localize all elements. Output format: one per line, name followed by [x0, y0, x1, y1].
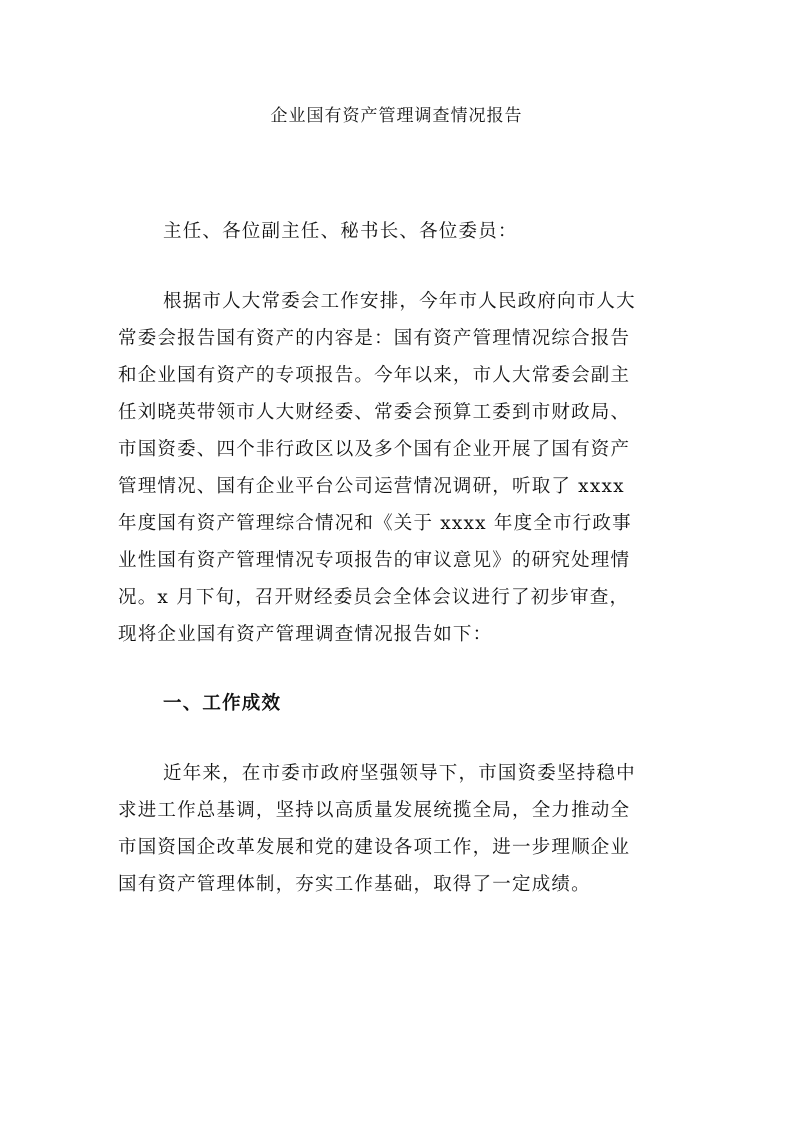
paragraph-2-line-3: 市国资国企改革发展和党的建设各项工作，进一步理顺企业: [118, 837, 631, 858]
paragraph-1-line-4: 任刘晓英带领市人大财经委、常委会预算工委到市财政局、: [118, 402, 631, 423]
paragraph-1-line-8: 业性国有资产管理情况专项报告的审议意见》的研究处理情: [118, 550, 631, 571]
paragraph-1-line-5: 市国资委、四个非行政区以及多个国有企业开展了国有资产: [118, 439, 631, 460]
salutation: 主任、各位副主任、秘书长、各位委员：: [163, 221, 518, 242]
paragraph-1-line-1: 根据市人大常委会工作安排，今年市人民政府向市人大: [163, 291, 636, 312]
section-1-heading: 一、工作成效: [163, 693, 282, 714]
paragraph-2-line-2: 求进工作总基调，坚持以高质量发展统揽全局，全力推动全: [118, 800, 631, 821]
paragraph-2-line-4: 国有资产管理体制，夯实工作基础，取得了一定成绩。: [118, 874, 591, 895]
document-title: 企业国有资产管理调查情况报告: [270, 106, 523, 126]
paragraph-1-line-7: 年度国有资产管理综合情况和《关于 xxxx 年度全市行政事: [118, 513, 632, 534]
paragraph-1-line-2: 常委会报告国有资产的内容是：国有资产管理情况综合报告: [118, 328, 631, 349]
paragraph-2-line-1: 近年来，在市委市政府坚强领导下，市国资委坚持稳中: [163, 763, 636, 784]
paragraph-1-line-6: 管理情况、国有企业平台公司运营情况调研，听取了 xxxx: [118, 476, 625, 497]
paragraph-1-line-9: 况。x 月下旬，召开财经委员会全体会议进行了初步审查，: [118, 587, 630, 608]
paragraph-1-line-3: 和企业国有资产的专项报告。今年以来，市人大常委会副主: [118, 365, 631, 386]
paragraph-1-line-10: 现将企业国有资产管理调查情况报告如下：: [118, 624, 493, 645]
